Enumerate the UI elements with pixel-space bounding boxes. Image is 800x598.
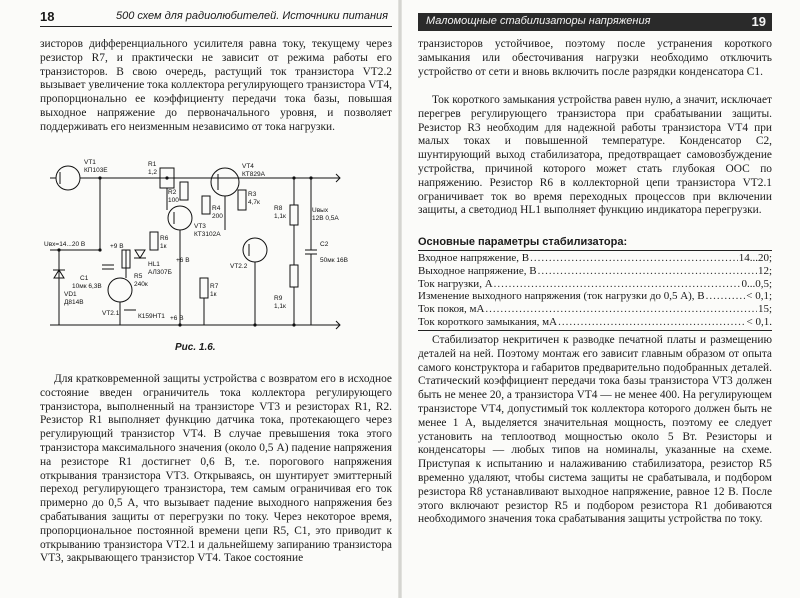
right-page-number: 19 [751,14,766,29]
params-item [418,303,772,316]
r8-label: R8 [274,205,283,212]
params-list [418,252,772,329]
param-value: 0...0,5; [741,277,772,290]
params-item [418,278,772,291]
vt4-label: VT4 [242,163,254,170]
plus-6v-label: +6 В [176,257,190,264]
params-item [418,290,772,303]
left-page-header [40,9,392,27]
param-leader [494,278,741,291]
left-paragraph-bottom: Для кратковременной защиты устройства с возвратом его в исходное состояние введен ограничитель тока коллектора регулирующего транзистора, выполненный на транзисторе VT3 и резисторах R1, R2. Резистор R1 выполняет функцию датчика тока, протекающего через регулирующий транзистор VT4. В случае превышения тока этого транзистора максимального значения (около 0,5 А) падение напряжения на резисторе R1 достигнет 0,6 В, т.е. порогового напряжения открывания транзистора VT3. Открываясь, он шунтирует эмиттерный переход регулирующего транзистора, тем самым ограничивая его ток примерно до 0,5 А, что вызывает падение выходного напряжения без срабатывания защиты от перегрузки по току. Через некоторое время, пропорциональное постоянной времени цепи R5, C1, это приводит к открыванию транзистора VT2.1 и дальнейшему запиранию транзистора VT3, закрывающего транзистор VT4. Такое состояние [40,373,392,565]
input-voltage-label: Uвх=14...20 В [44,241,86,248]
vt4-type-label: КТ829А [242,171,265,178]
param-value: 14...20; [738,252,772,264]
circuit-schematic [40,150,370,340]
vt3-label: VT3 [194,223,206,230]
r4-value: 200 [212,213,223,220]
c2-label: C2 [320,241,329,248]
r6-value: 1к [160,243,167,250]
right-page [400,0,800,598]
plus-9v-label: +9 В [110,243,124,250]
left-paragraph-top: зисторов дифференциального усилителя равна току, текущему через резистор R7, и практически не зависит от режима работы его транзисторов. В свою очередь, растущий ток транзистора VT2.2 вызывает увеличение тока коллектора регулирующего транзистора VT4, пропорционально ее коэффициенту передачи тока базы, повышая выходное напряжение до первоначального уровня, и позволяет поддерживать его неизменным независимо от тока нагрузки. [40,38,392,133]
left-page-number: 18 [40,9,55,24]
plus-6v-label-bottom: +6 В [170,315,184,322]
param-leader [558,316,745,329]
r9-label: R9 [274,295,283,302]
param-leader [485,303,757,316]
param-name: Изменение выходного напряжения (ток нагрузки до 0,5 А), В [418,290,705,303]
vd1-type-label: Д814В [64,299,84,306]
param-name: Ток короткого замыкания, мА [418,315,558,328]
r6-label: R6 [160,235,169,242]
c1-value: 10мк 6,3В [72,283,102,290]
right-paragraph-top: транзисторов устойчивое, поэтому после устранения короткого замыкания или обесточивания нагрузки необходимо отключить устройство от сети и вновь включить после разрядки конденсатора C1. [418,38,772,78]
r3-value: 4,7к [248,199,260,206]
param-name: Входное напряжение, В [418,252,530,264]
param-value: < 0,1; [746,290,772,303]
r8-value: 1,1к [274,213,286,220]
hl1-type-label: АЛ307Б [148,269,172,276]
vt21-label: VT2.1 [102,310,120,317]
params-top-rule [418,250,772,251]
param-leader [530,252,738,265]
vt1-label: VT1 [84,159,96,166]
c2-value: 50мк 16В [320,257,348,264]
params-item [418,252,772,265]
vd1-label: VD1 [64,291,77,298]
r5-value: 240к [134,281,148,288]
r9-value: 1,1к [274,303,286,310]
right-header-title: Маломощные стабилизаторы напряжения [426,15,651,27]
vt2-type-label: К159НТ1 [138,313,165,320]
param-leader [538,265,757,278]
param-name: Выходное напряжение, В [418,264,537,277]
param-value: 15; [757,303,772,316]
r7-label: R7 [210,283,219,290]
figure-caption: Рис. 1.6. [175,342,216,353]
r7-value: 1к [210,291,217,298]
param-value: 12; [757,264,772,277]
r4-label: R4 [212,205,221,212]
output-voltage-value: 12В 0,5А [312,215,339,222]
r3-label: R3 [248,191,257,198]
right-paragraph-middle: Ток короткого замыкания устройства равен нулю, а значит, исключает перегрев регулирующего транзистора при срабатывании защиты. Резистор R3 необходим для надежной работы транзистора VT4 при малых токах и повышенной температуре. Конденсатор C2, шунтирующий выход стабилизатора, предотвращает самовозбуждение устройства, причиной которого может стать глубокая ООС по напряжению. Резистор R6 в коллекторной цепи транзистора VT2.1 ограничивает ток во время переходных процессов при включении защиты, а светодиод HL1 выполняет функцию индикатора перегрузки. [418,94,772,217]
params-title: Основные параметры стабилизатора: [418,236,628,248]
param-name: Ток нагрузки, А [418,277,493,290]
param-value: < 0,1. [746,315,772,328]
param-leader [706,290,746,303]
r5-label: R5 [134,273,143,280]
params-item [418,316,772,329]
vt3-type-label: КТ3102А [194,231,221,238]
params-item [418,265,772,278]
param-name: Ток покоя, мА [418,303,485,316]
r1-value: 1,2 [148,169,158,176]
left-header-title: 500 схем для радиолюбителей. Источники питания [115,10,388,22]
r2-label: R2 [168,189,177,196]
params-bottom-rule [418,330,772,331]
c1-label: C1 [80,275,89,282]
r2-value: 100 [168,197,179,204]
right-paragraph-bottom: Стабилизатор некритичен к разводке печатной платы и размещению деталей на ней. Поэтому монтаж его зависит главным образом от опыта самого конструктора и габаритов предварительно подобранных деталей. Статический коэффициент передачи тока базы транзистора VT3 должен быть не менее 20, а транзистора VT4 — не менее 400. На регулирующем транзисторе VT4, допустимый ток коллектора которого должен быть не менее 1 А, выделяется значительная мощность, поэтому ее следует установить на теплоотвод мощностью около 5 Вт. Резисторы и конденсаторы — любых типов на номиналы, указанные на схеме. Приступая к испытанию и налаживанию стабилизатора, резистор R5 временно удаляют, чтобы система защиты не срабатывала, и подбором резистора R8 устанавливают выходное напряжение, равное 12 В. После этого включают резистор R5 и подбором резистора R1 добиваются необходимого значения тока срабатывания защиты устройства по току. [418,334,772,526]
vt22-label: VT2.2 [230,263,248,270]
hl1-label: HL1 [148,261,160,268]
vt1-type-label: КП103Е [84,167,108,174]
output-voltage-label: Uвых [312,207,329,214]
right-page-header [418,13,772,31]
r1-label: R1 [148,161,157,168]
